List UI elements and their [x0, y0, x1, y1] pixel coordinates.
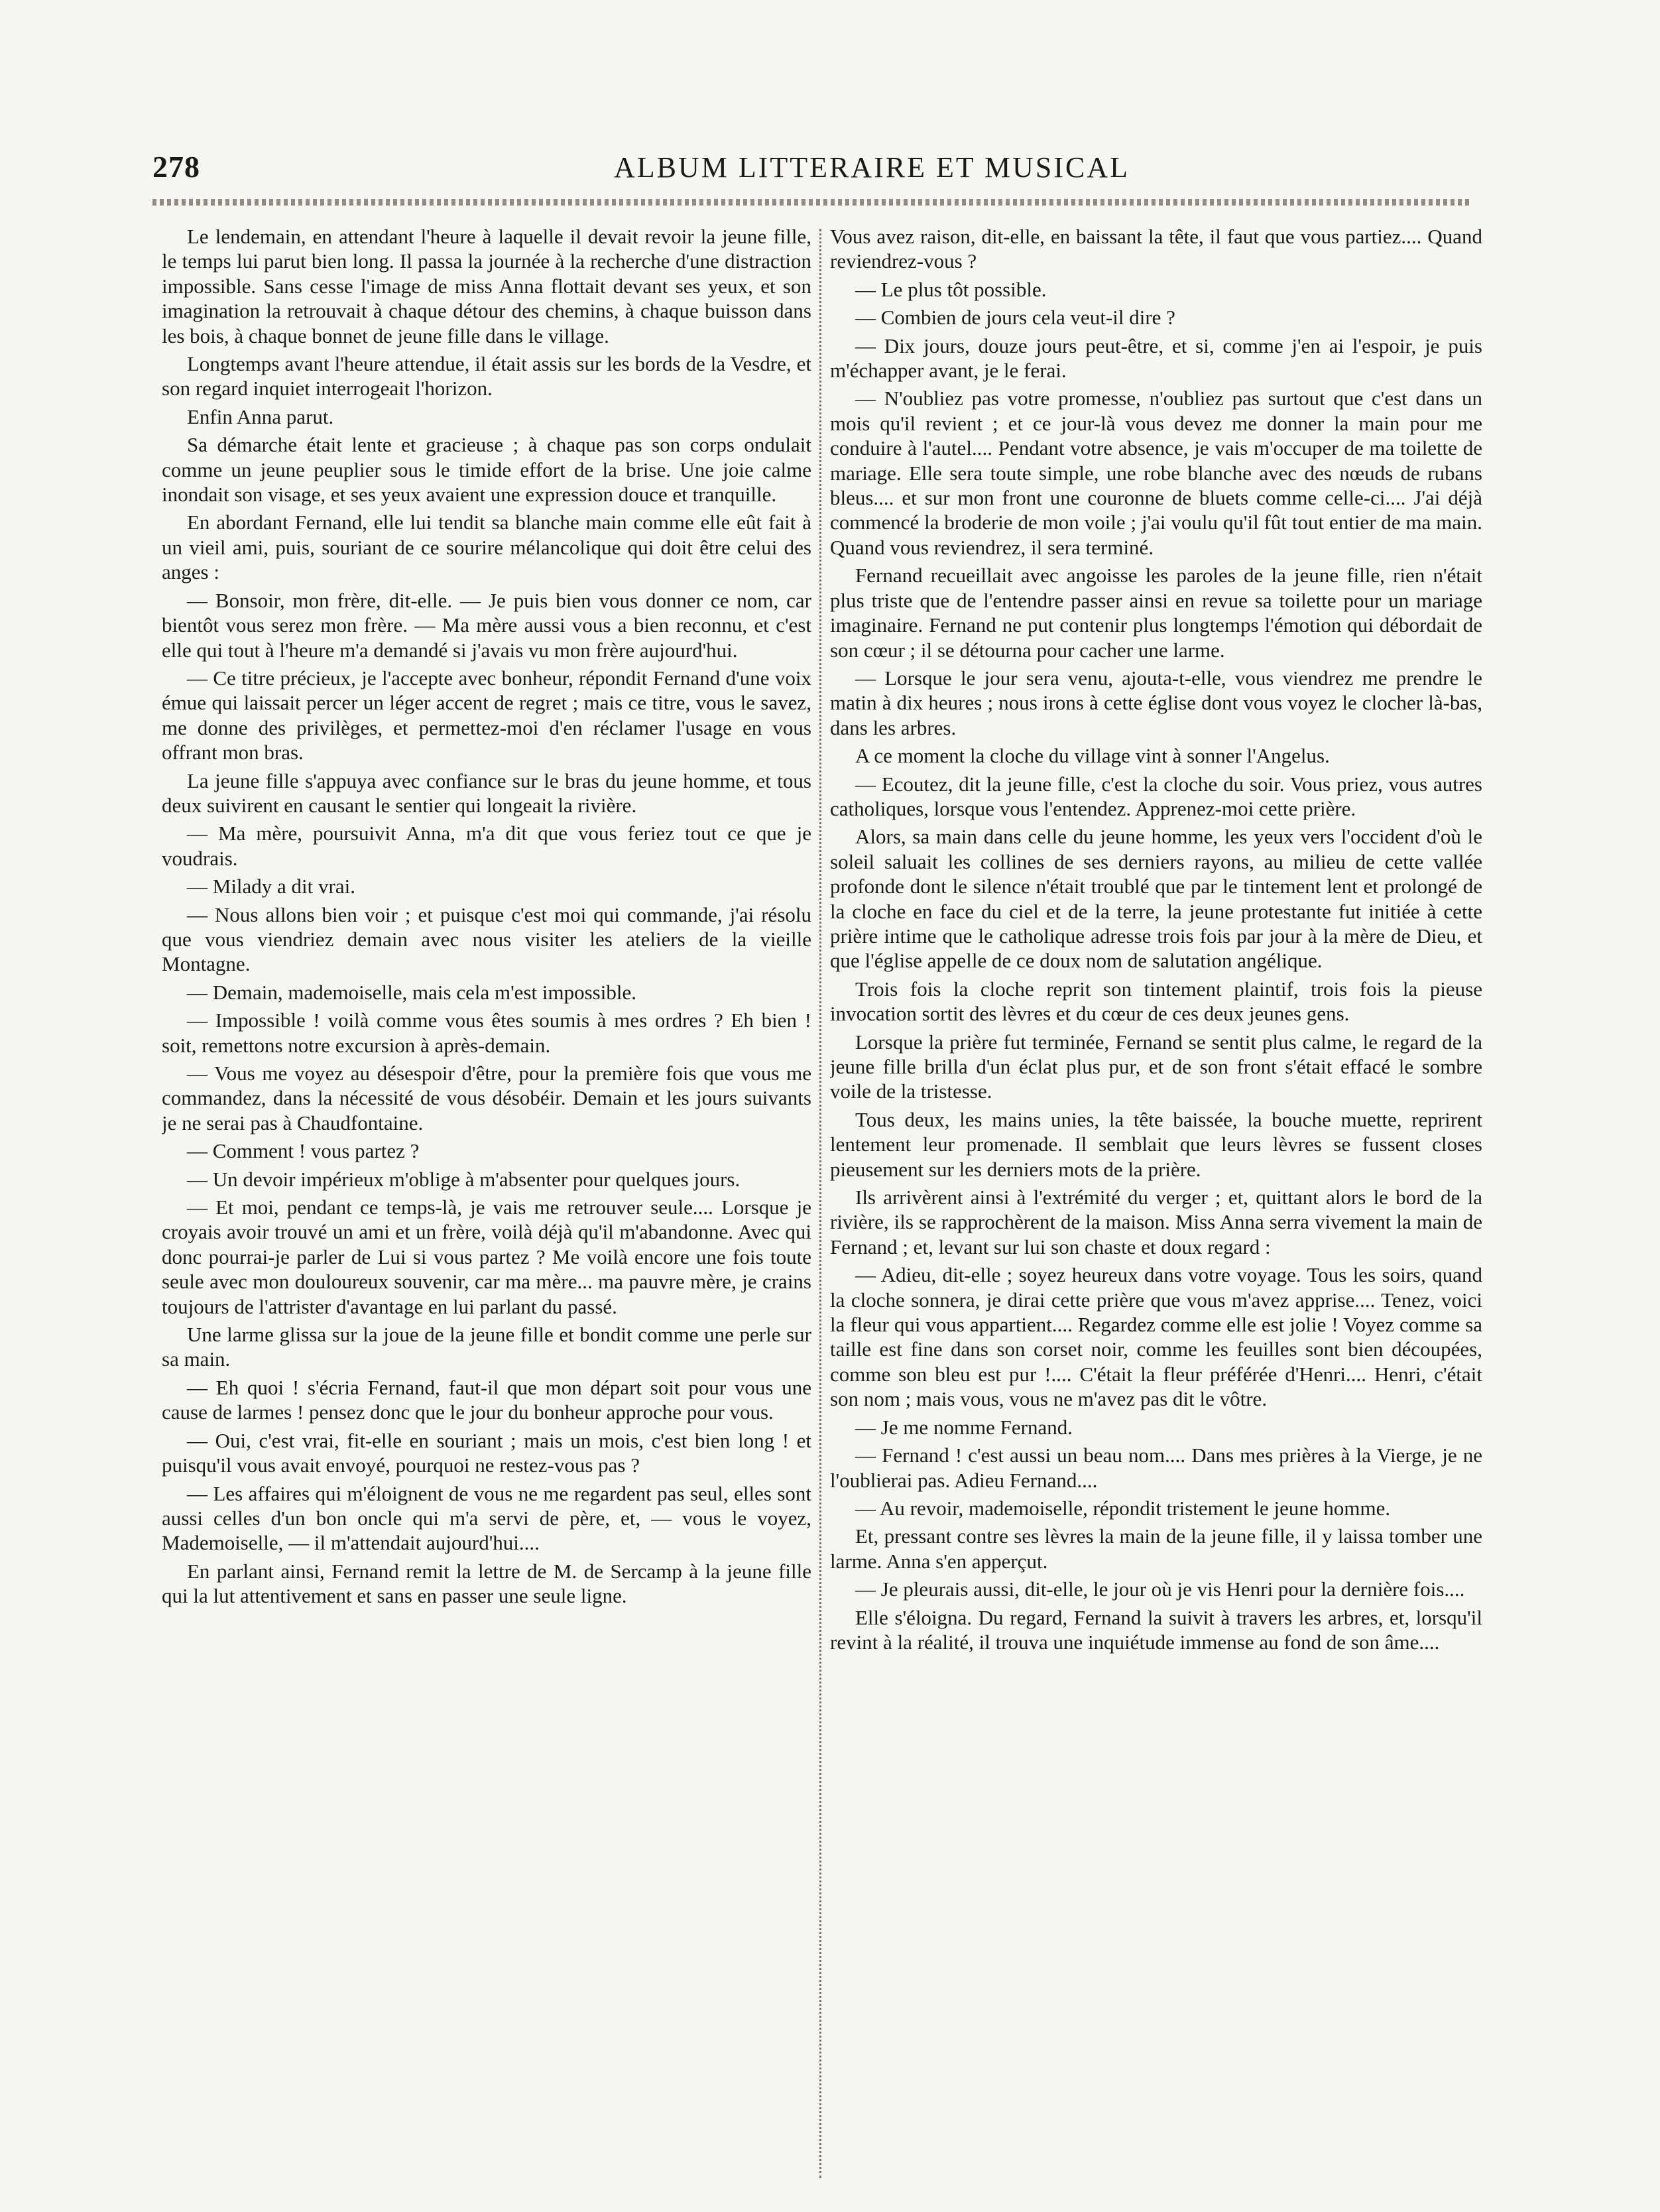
paragraph: — Nous allons bien voir ; et puisque c'est moi qui commande, j'ai résolu que vous viendriez demain avec nous visiter les ateliers de la vieille Montagne.: [162, 902, 811, 976]
paragraph: — Vous me voyez au désespoir d'être, pour la première fois que vous me commandez, dans la nécessité de vous désobéir. Demain et les jours suivants je ne serai pas à Chaudfontaine.: [162, 1062, 811, 1135]
paragraph: Le lendemain, en attendant l'heure à laquelle il devait revoir la jeune fille, le temps lui parut bien long. Il passa la journée à la recherche d'une distraction impossible. Sans cesse l'image de miss Anna flottait devant ses yeux, et son imagination la retrouvait à chaque détour des chemins, à chaque buisson dans les bois, à chaque bonnet de jeune fille dans le village.: [162, 225, 811, 347]
paragraph: Trois fois la cloche reprit son tintement plaintif, trois fois la pieuse invocation sortit des lèvres et du cœur de ces deux jeunes gens.: [830, 977, 1482, 1026]
paragraph: — Ma mère, poursuivit Anna, m'a dit que vous feriez tout ce que je voudrais.: [162, 822, 811, 870]
paragraph: — Lorsque le jour sera venu, ajouta-t-elle, vous viendrez me prendre le matin à dix heures ; nous irons à cette église dont vous voyez le clocher là-bas, dans les arbres.: [830, 666, 1482, 739]
header-rule: [152, 199, 1472, 206]
paragraph: Sa démarche était lente et gracieuse ; à chaque pas son corps ondulait comme un jeune peuplier sous le timide effort de la brise. Une joie calme inondait son visage, et ses yeux avaient une expression douce et tranquille.: [162, 433, 811, 507]
paragraph: — Dix jours, douze jours peut-être, et si, comme j'en ai l'espoir, je puis m'échapper avant, je le ferai.: [830, 334, 1482, 383]
running-title: ALBUM LITTERAIRE ET MUSICAL: [613, 151, 1130, 184]
page-header: [152, 149, 1492, 196]
paragraph: Longtemps avant l'heure attendue, il était assis sur les bords de la Vesdre, et son regard inquiet interrogeait l'horizon.: [162, 352, 811, 400]
paragraph: — Je pleurais aussi, dit-elle, le jour où je vis Henri pour la dernière fois....: [855, 1577, 1465, 1601]
paragraph: Et, pressant contre ses lèvres la main de la jeune fille, il y laissa tomber une larme. Anna s'en apperçut.: [830, 1524, 1482, 1573]
paragraph: Une larme glissa sur la joue de la jeune fille et bondit comme une perle sur sa main.: [162, 1323, 811, 1371]
paragraph: — Demain, mademoiselle, mais cela m'est impossible.: [187, 980, 636, 1004]
paragraph: Enfin Anna parut.: [187, 404, 334, 428]
paragraph: — N'oubliez pas votre promesse, n'oubliez pas surtout que c'est dans un mois qu'il revient ; et ce jour-là vous devez me donner la main pour me conduire à l'autel.... Pendant votre absence, je vais m'occuper de ma toilette de mariage. Elle sera toute simple, une robe blanche avec des nœuds de rubans bleus.... et sur mon front une couronne de bluets comme celle-ci.... J'ai déjà commencé la broderie de mon voile ; j'ai voulu qu'il fût tout entier de ma main. Quand vous reviendrez, il sera terminé.: [830, 387, 1482, 559]
paragraph: En abordant Fernand, elle lui tendit sa blanche main comme elle eût fait à un vieil ami, puis, souriant de ce sourire mélancolique qui doit être celui des anges :: [162, 511, 811, 584]
paragraph: — Et moi, pendant ce temps-là, je vais me retrouver seule.... Lorsque je croyais avoir trouvé un ami et un frère, voilà déjà qu'il m'abandonne. Avec qui donc pourrai-je parler de Lui si vous partez ? Me voilà encore une fois toute seule avec mon douloureux souvenir, car ma mère... ma pauvre mère, je crains toujours de l'attrister d'avantage en lui parlant du passé.: [162, 1196, 811, 1318]
paragraph: — Le plus tôt possible.: [855, 277, 1047, 301]
paragraph: — Ecoutez, dit la jeune fille, c'est la cloche du soir. Vous priez, vous autres catholiques, lorsque vous l'entendez. Apprenez-moi cette prière.: [830, 772, 1482, 820]
paragraph: Alors, sa main dans celle du jeune homme, les yeux vers l'occident d'où le soleil saluait les collines de ses derniers rayons, au milieu de cette vallée profonde dont le silence n'était troublé que par le tintement lent et prolongé de la cloche en face du ciel et de la terre, la jeune protestante fut initiée à cette prière intime que le catholique adresse trois fois par jour à la mère de Dieu, et que l'église appelle de ce doux nom de salutation angélique.: [830, 825, 1482, 973]
paragraph: — Adieu, dit-elle ; soyez heureux dans votre voyage. Tous les soirs, quand la cloche sonnera, je dirai cette prière que vous m'avez apprise.... Tenez, voici la fleur qui vous appartient.... Regardez comme elle est jolie ! Voyez comme sa taille est fine dans son corset noir, comme les feuilles sont bien découpées, comme son bleu est pur !.... C'était la fleur préférée d'Henri.... Henri, c'était son nom ; mais vous, vous ne m'avez pas dit le vôtre.: [830, 1263, 1482, 1411]
paragraph: — Comment ! vous partez ?: [187, 1139, 420, 1163]
paragraph: — Ce titre précieux, je l'accepte avec bonheur, répondit Fernand d'une voix émue qui laissait percer un léger accent de regret ; mais ce titre, vous le savez, me donne des privilèges, et permettez-moi d'en réclamer l'usage en vous offrant mon bras.: [162, 666, 811, 765]
paragraph: En parlant ainsi, Fernand remit la lettre de M. de Sercamp à la jeune fille qui la lut attentivement et sans en passer une seule ligne.: [162, 1559, 811, 1608]
paragraph: Tous deux, les mains unies, la tête baissée, la bouche muette, reprirent lentement leur promenade. Il semblait que leurs lèvres se fussent closes pieusement sur les derniers mots de la prière.: [830, 1107, 1482, 1181]
paragraph: — Eh quoi ! s'écria Fernand, faut-il que mon départ soit pour vous une cause de larmes ! pensez donc que le jour du bonheur approche pour vous.: [162, 1375, 811, 1424]
paragraph: — Au revoir, mademoiselle, répondit tristement le jeune homme.: [855, 1496, 1391, 1520]
paragraph: La jeune fille s'appuya avec confiance sur le bras du jeune homme, et tous deux suivirent en causant le sentier qui longeait la rivière.: [162, 768, 811, 817]
paragraph: — Impossible ! voilà comme vous êtes soumis à mes ordres ? Eh bien ! soit, remettons notre excursion à après-demain.: [162, 1009, 811, 1057]
paragraph: — Combien de jours cela veut-il dire ?: [855, 306, 1175, 330]
paragraph: Vous avez raison, dit-elle, en baissant la tête, il faut que vous partiez.... Quand reviendrez-vous ?: [830, 225, 1482, 273]
paragraph: — Milady a dit vrai.: [187, 875, 355, 898]
left-column: [162, 224, 811, 2187]
paragraph: — Les affaires qui m'éloignent de vous ne me regardent pas seul, elles sont aussi celles d'un bon oncle qui m'a servi de père, et, — vous le voyez, Mademoiselle, — il m'attendait aujourd'hui....: [162, 1481, 811, 1555]
paragraph: Ils arrivèrent ainsi à l'extrémité du verger ; et, quittant alors le bord de la rivière, ils se rapprochèrent de la maison. Miss Anna serra vivement la main de Fernand ; et, levant sur lui son chaste et doux regard :: [830, 1186, 1482, 1259]
page-number: 278: [152, 150, 200, 184]
paragraph: Fernand recueillait avec angoisse les paroles de la jeune fille, rien n'était plus triste que de l'entendre passer ainsi en revue sa toilette pour un mariage imaginaire. Fernand ne put contenir plus longtemps l'émotion qui débordait de son cœur ; il se détourna pour cacher une larme.: [830, 564, 1482, 662]
paragraph: — Bonsoir, mon frère, dit-elle. — Je puis bien vous donner ce nom, car bientôt vous serez mon frère. — Ma mère aussi vous a bien reconnu, et c'est elle qui tout à l'heure m'a demandé si j'avais vu mon frère aujourd'hui.: [162, 588, 811, 662]
right-column: [830, 224, 1482, 2187]
paragraph: — Oui, c'est vrai, fit-elle en souriant ; mais un mois, c'est bien long ! et puisqu'il vous avait envoyé, pourquoi ne restez-vous pas ?: [162, 1428, 811, 1477]
column-divider: [819, 229, 821, 2178]
paragraph: Elle s'éloigna. Du regard, Fernand la suivit à travers les arbres, et, lorsqu'il revint à la réalité, il trouva une inquiétude immense au fond de son âme....: [830, 1605, 1482, 1654]
paragraph: — Fernand ! c'est aussi un beau nom.... Dans mes prières à la Vierge, je ne l'oublierai pas. Adieu Fernand....: [830, 1444, 1482, 1492]
paragraph: — Je me nomme Fernand.: [855, 1415, 1073, 1439]
paragraph: — Un devoir impérieux m'oblige à m'absenter pour quelques jours.: [187, 1167, 741, 1191]
paragraph: Lorsque la prière fut terminée, Fernand se sentit plus calme, le regard de la jeune fille brilla d'un éclat plus pur, et de son front s'était effacé le sombre voile de la tristesse.: [830, 1030, 1482, 1103]
paragraph: A ce moment la cloche du village vint à sonner l'Angelus.: [855, 744, 1330, 768]
